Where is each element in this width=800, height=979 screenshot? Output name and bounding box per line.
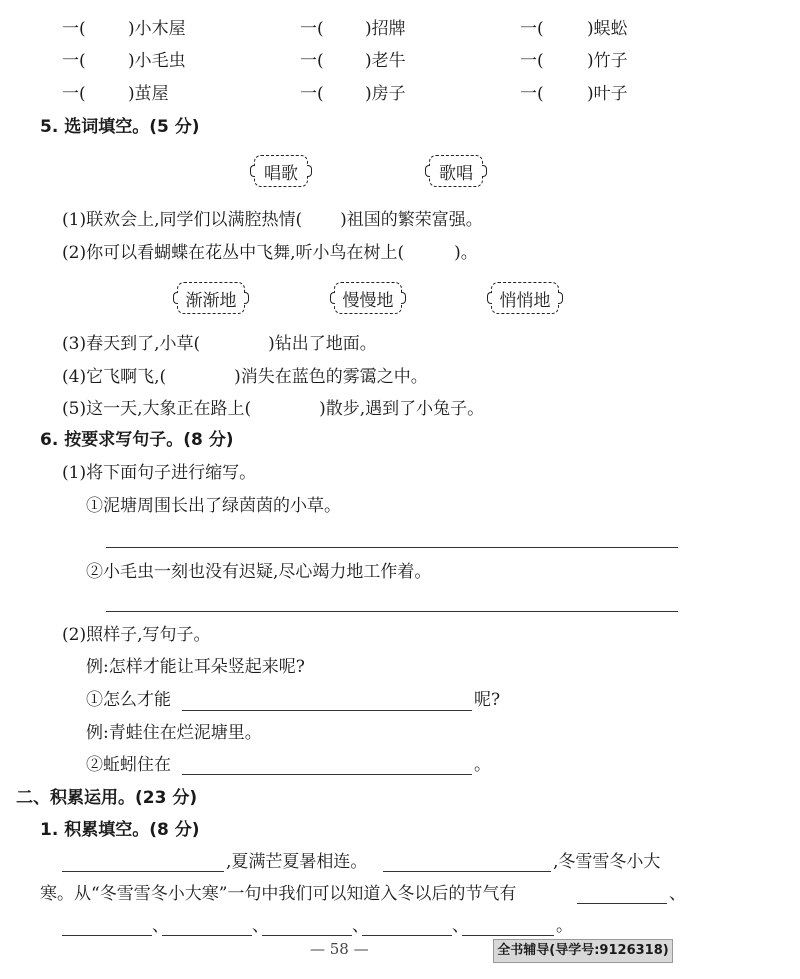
mw-r1-c3-close: )蜈蚣 xyxy=(587,19,628,39)
q5-item-2-after: )。 xyxy=(454,243,478,263)
section2-title: 二、积累运用。(23 分) xyxy=(16,788,198,808)
q6-sentence-2: ②小毛虫一刻也没有迟疑,尽心竭力地工作着。 xyxy=(86,562,432,582)
mw-r1-c2-close: )招牌 xyxy=(365,19,406,39)
mw-r2-c1-open: 一( xyxy=(62,51,86,71)
s2-sep-2: 、 xyxy=(252,916,269,936)
q5-item-1 xyxy=(62,210,483,230)
q5-item-5-before: (5)这一天,大象正在路上( xyxy=(62,399,252,419)
q6-practice-1-blank[interactable] xyxy=(182,710,472,711)
q6-practice-2-before: ②蚯蚓住在 xyxy=(86,755,171,775)
mw-r1-c1-close: )小木屋 xyxy=(128,19,186,39)
q5-item-3 xyxy=(62,334,377,354)
q5-item-3-before: (3)春天到了,小草( xyxy=(62,334,201,354)
s2-line2-end: 、 xyxy=(669,884,686,904)
s2-q1-title: 1. 积累填空。(8 分) xyxy=(40,820,200,840)
s2-end: 。 xyxy=(556,916,573,936)
s2-sep-1: 、 xyxy=(152,916,169,936)
q5-item-4 xyxy=(62,367,428,387)
s2-blank-7[interactable] xyxy=(362,935,452,936)
q5-item-1-before: (1)联欢会上,同学们以满腔热情( xyxy=(62,210,303,230)
q5-item-1-after: )祖国的繁荣富强。 xyxy=(340,210,483,230)
mw-r3-c3-close: )叶子 xyxy=(587,84,628,104)
word-box-jianjiande: 渐渐地 xyxy=(177,282,245,314)
s2-blank-5[interactable] xyxy=(162,935,252,936)
mw-r2-c2-open: 一( xyxy=(300,51,324,71)
s2-blank-3[interactable] xyxy=(577,903,667,904)
word-box-gechang: 歌唱 xyxy=(429,155,483,187)
mw-r3-c3-open: 一( xyxy=(520,84,544,104)
q6-practice-2-after: 。 xyxy=(474,755,491,775)
q6-practice-1-before: ①怎么才能 xyxy=(86,690,171,710)
q6-title: 6. 按要求写句子。(8 分) xyxy=(40,430,234,450)
s2-line1-end: ,冬雪雪冬小大 xyxy=(553,852,661,872)
q5-item-4-after: )消失在蓝色的雾霭之中。 xyxy=(234,367,428,387)
q5-item-4-before: (4)它飞啊飞,( xyxy=(62,367,167,387)
q6-sub1: (1)将下面句子进行缩写。 xyxy=(62,463,257,483)
s2-blank-1[interactable] xyxy=(62,871,224,872)
s2-sep-4: 、 xyxy=(452,916,469,936)
q5-item-2 xyxy=(62,243,478,263)
word-box-changge: 唱歌 xyxy=(254,155,308,187)
mw-r2-c3-open: 一( xyxy=(520,51,544,71)
q5-item-3-after: )钻出了地面。 xyxy=(268,334,377,354)
q5-item-5-after: )散步,遇到了小兔子。 xyxy=(319,399,485,419)
q6-answer-line-1[interactable] xyxy=(106,547,678,548)
mw-r3-c1-open: 一( xyxy=(62,84,86,104)
q5-item-5 xyxy=(62,399,484,419)
q6-example-1: 例:怎样才能让耳朵竖起来呢? xyxy=(86,657,305,677)
q6-practice-2-blank[interactable] xyxy=(182,774,472,775)
mw-r1-c2-open: 一( xyxy=(300,19,324,39)
mw-r1-c3-open: 一( xyxy=(520,19,544,39)
page-number: — 58 — xyxy=(310,940,369,958)
mw-r2-c2-close: )老牛 xyxy=(365,51,406,71)
guide-badge: 全书辅导(导学号:9126318) xyxy=(493,939,673,963)
mw-r1-c1-open: 一( xyxy=(62,19,86,39)
q6-sub2: (2)照样子,写句子。 xyxy=(62,625,211,645)
q5-title: 5. 选词填空。(5 分) xyxy=(40,117,200,137)
mw-r3-c2-open: 一( xyxy=(300,84,324,104)
q6-practice-1-after: 呢? xyxy=(474,690,501,710)
s2-line2: 寒。从“冬雪雪冬小大寒”一句中我们可以知道入冬以后的节气有 xyxy=(40,884,517,904)
word-box-qiaoqiaode: 悄悄地 xyxy=(491,282,559,314)
q6-example-2: 例:青蛙住在烂泥塘里。 xyxy=(86,723,262,743)
word-box-manmande: 慢慢地 xyxy=(334,282,402,314)
s2-sep-3: 、 xyxy=(352,916,369,936)
mw-r2-c3-close: )竹子 xyxy=(587,51,628,71)
s2-blank-2[interactable] xyxy=(383,871,551,872)
mw-r2-c1-close: )小毛虫 xyxy=(128,51,186,71)
mw-r3-c2-close: )房子 xyxy=(365,84,406,104)
s2-blank-4[interactable] xyxy=(62,935,152,936)
q5-item-2-before: (2)你可以看蝴蝶在花丛中飞舞,听小鸟在树上( xyxy=(62,243,405,263)
q6-sentence-1: ①泥塘周围长出了绿茵茵的小草。 xyxy=(86,496,341,516)
mw-r3-c1-close: )茧屋 xyxy=(128,84,169,104)
s2-line1-mid: ,夏满芒夏暑相连。 xyxy=(226,852,368,872)
q6-answer-line-2[interactable] xyxy=(106,611,678,612)
s2-blank-6[interactable] xyxy=(262,935,352,936)
s2-blank-8[interactable] xyxy=(462,935,554,936)
